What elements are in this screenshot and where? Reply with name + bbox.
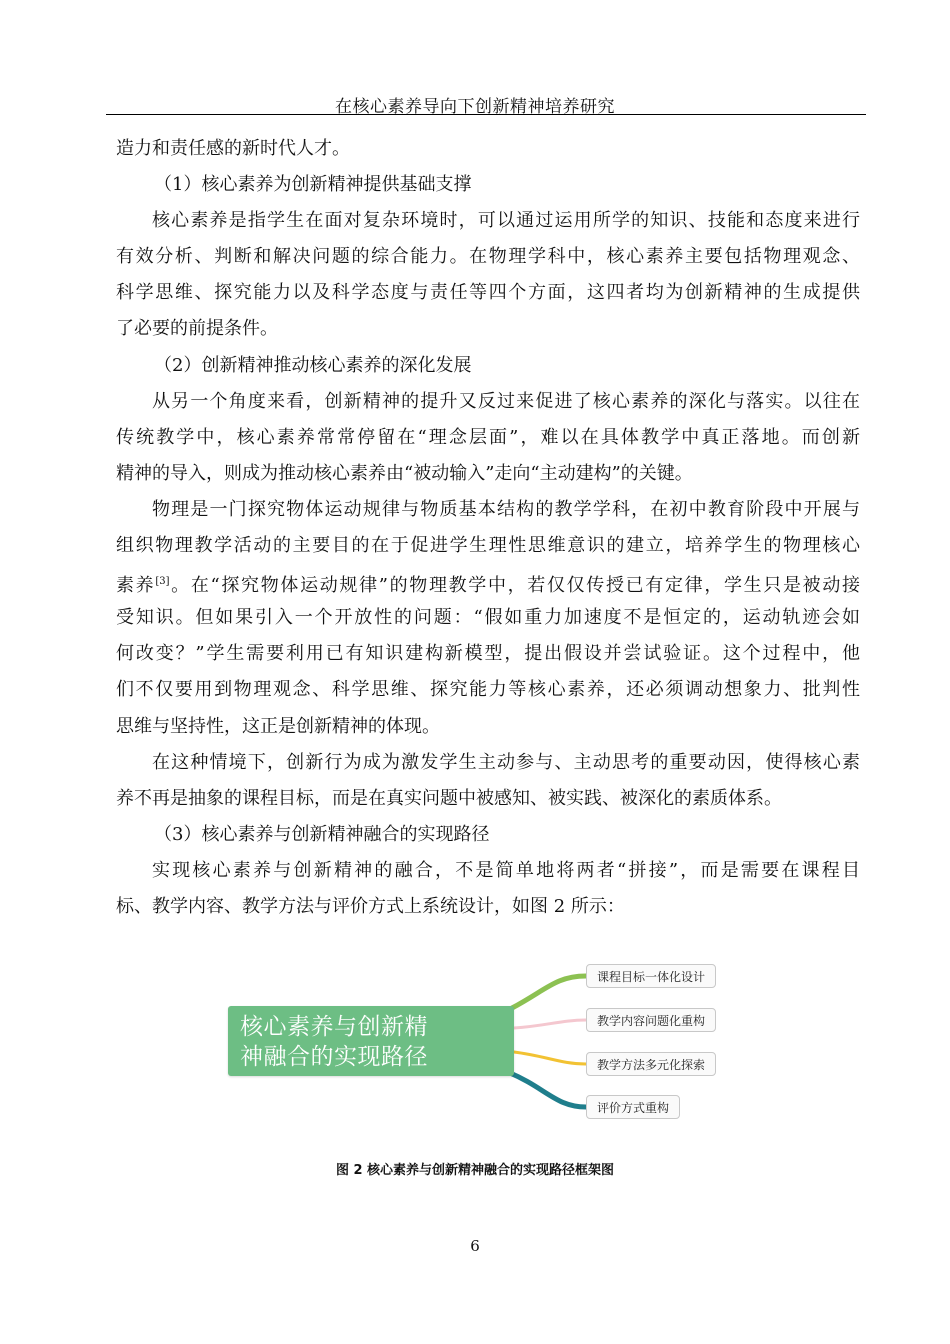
- branch-node-curriculum-goals: 课程目标一体化设计: [586, 964, 716, 988]
- branch-node-teaching-content: 教学内容问题化重构: [586, 1008, 716, 1032]
- connector-branch-2: [514, 1020, 586, 1028]
- subheading-2: （2）创新精神推动核心素养的深化发展: [154, 354, 472, 376]
- branch-node-teaching-methods: 教学方法多元化探索: [586, 1052, 716, 1076]
- text-line: 了必要的前提条件。: [116, 318, 278, 340]
- text-segment: 素养: [116, 575, 156, 597]
- page-number: 6: [470, 1237, 480, 1255]
- text-line: 组织物理教学活动的主要目的在于促进学生理性思维意识的建立，培养学生的物理核心: [116, 535, 860, 557]
- header-rule: [106, 114, 866, 115]
- branch-node-evaluation: 评价方式重构: [586, 1095, 680, 1119]
- text-line: 核心素养是指学生在面对复杂环境时，可以通过运用所学的知识、技能和态度来进行: [152, 210, 860, 232]
- text-line: 实现核心素养与创新精神的融合，不是简单地将两者“拼接”，而是需要在课程目: [152, 859, 860, 881]
- text-line: 何改变？”学生需要利用已有知识建构新模型，提出假设并尝试验证。这个过程中，他: [116, 643, 860, 665]
- text-line: 从另一个角度来看，创新精神的提升又反过来促进了核心素养的深化与落实。以往在: [152, 390, 860, 412]
- citation-ref[interactable]: [3]: [155, 576, 170, 588]
- figure-caption: 图 2 核心素养与创新精神融合的实现路径框架图: [335, 1163, 615, 1178]
- text-line: 物理是一门探究物体运动规律与物质基本结构的教学学科，在初中教育阶段中开展与: [152, 498, 860, 520]
- body-text: [116, 131, 860, 925]
- text-line: 受知识。但如果引入一个开放性的问题：“假如重力加速度不是恒定的，运动轨迹会如: [116, 607, 860, 629]
- text-segment: 。在“探究物体运动规律”的物理教学中，若仅仅传授已有定律，学生只是被动接: [169, 575, 861, 597]
- central-topic: [228, 1006, 514, 1076]
- text-line: 有效分析、判断和解决问题的综合能力。在物理学科中，核心素养主要包括物理观念、: [116, 246, 860, 268]
- mindmap-figure: [216, 952, 756, 1132]
- text-line: [116, 564, 860, 600]
- connector-branch-4: [508, 1072, 586, 1107]
- text-line: 造力和责任感的新时代人才。: [116, 138, 350, 159]
- text-line: 标、教学内容、教学方法与评价方式上系统设计，如图 2 所示：: [116, 895, 625, 917]
- text-line: 科学思维、探究能力以及科学态度与责任等四个方面，这四者均为创新精神的生成提供: [116, 282, 860, 304]
- text-line: 们不仅要用到物理观念、科学思维、探究能力等核心素养，还必须调动想象力、批判性: [116, 679, 860, 701]
- subheading-3: （3）核心素养与创新精神融合的实现路径: [154, 823, 490, 845]
- text-line: 精神的导入，则成为推动核心素养由“被动输入”走向“主动建构”的关键。: [116, 462, 693, 484]
- connector-branch-3: [514, 1052, 586, 1064]
- central-topic-line: 神融合的实现路径: [240, 1044, 428, 1070]
- connector-branch-1: [512, 976, 586, 1008]
- text-line: 思维与坚持性，这正是创新精神的体现。: [116, 715, 440, 737]
- page-header-title: 在核心素养导向下创新精神培养研究: [335, 97, 615, 117]
- text-line: 传统教学中，核心素养常常停留在“理念层面”，难以在具体教学中真正落地。而创新: [116, 426, 860, 448]
- subheading-1: （1）核心素养为创新精神提供基础支撑: [154, 174, 472, 196]
- central-topic-line: 核心素养与创新精: [240, 1014, 428, 1040]
- text-line: 在这种情境下，创新行为成为激发学生主动参与、主动思考的重要动因，使得核心素: [152, 751, 860, 773]
- text-line: 养不再是抽象的课程目标，而是在真实问题中被感知、被实践、被深化的素质体系。: [116, 787, 782, 809]
